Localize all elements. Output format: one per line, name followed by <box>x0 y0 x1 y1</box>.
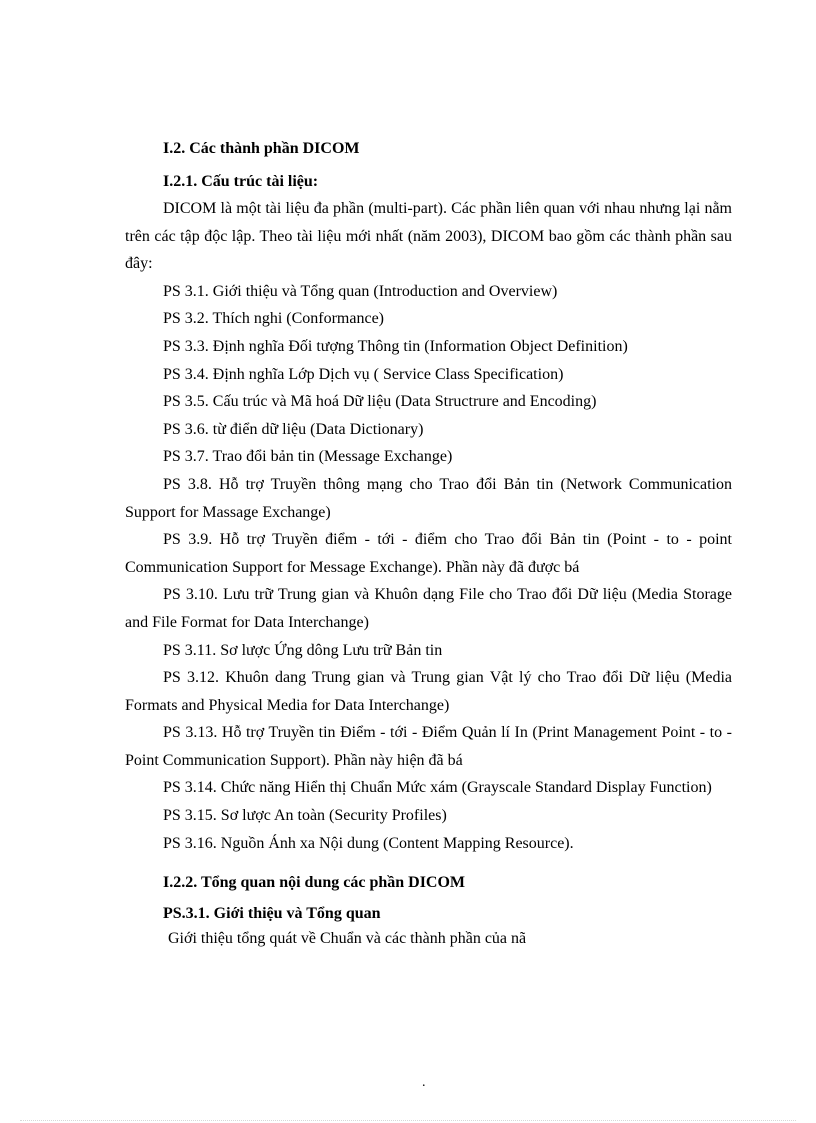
subsection-heading-overview: I.2.2. Tổng quan nội dung các phần DICOM <box>163 874 466 892</box>
footer-mark: . <box>422 1075 426 1090</box>
list-item: PS 3.9. Hỗ trợ Truyền điểm - tới - điểm cho Trao đổi Bản tin (Point - to - point Communication Support for Message Exchange). Phần này đã được bá <box>125 531 732 576</box>
list-item: PS 3.15. Sơ lược An toàn (Security Profiles) <box>163 807 447 825</box>
list-item: PS 3.14. Chức năng Hiển thị Chuẩn Mức xám (Grayscale Standard Display Function) <box>163 779 712 797</box>
intro-paragraph: DICOM là một tài liệu đa phần (multi-part). Các phần liên quan với nhau nhưng lại nằm trên các tập độc lập. Theo tài liệu mới nhất (năm 2003), DICOM bao gồm các thành phần sau đây: <box>125 200 732 273</box>
document-page <box>125 136 732 951</box>
part-description: Giới thiệu tổng quát về Chuẩn và các thành phần của nã <box>168 930 527 948</box>
subsection-heading-structure <box>163 169 732 195</box>
part-heading-text: PS.3.1. Giới thiệu và Tổng quan <box>163 905 381 923</box>
list-item: PS 3.3. Định nghĩa Đối tượng Thông tin (Information Object Definition) <box>163 337 628 355</box>
list-item: PS 3.16. Nguồn Ánh xa Nội dung (Content Mapping Resource). <box>163 834 574 852</box>
list-item: PS 3.11. Sơ lược Ứng dông Lưu trữ Bản tin <box>163 641 443 659</box>
page-bottom-divider <box>20 1120 796 1121</box>
list-item: PS 3.12. Khuôn dang Trung gian và Trung gian Vật lý cho Trao đổi Dữ liệu (Media Formats and Physical Media for Data Interchange) <box>125 669 732 714</box>
list-item: PS 3.10. Lưu trữ Trung gian và Khuôn dạng File cho Trao đổi Dữ liệu (Media Storage and File Format for Data Interchange) <box>125 586 732 631</box>
list-item: PS 3.5. Cấu trúc và Mã hoá Dữ liệu (Data Structrure and Encoding) <box>163 393 597 411</box>
list-item: PS 3.7. Trao đổi bản tin (Message Exchange) <box>163 448 453 466</box>
section-heading: I.2. Các thành phần DICOM <box>163 140 360 157</box>
list-item: PS 3.4. Định nghĩa Lớp Dịch vụ ( Service Class Specification) <box>163 365 564 383</box>
list-item: PS 3.1. Giới thiệu và Tổng quan (Introduction and Overview) <box>163 282 558 300</box>
subsection-heading-text: I.2.1. Cấu trúc tài liệu: <box>163 173 319 190</box>
list-item: PS 3.2. Thích nghi (Conformance) <box>163 310 385 328</box>
list-item: PS 3.8. Hỗ trợ Truyền thông mạng cho Trao đổi Bản tin (Network Communication Support for Massage Exchange) <box>125 475 732 521</box>
part-heading <box>163 901 732 927</box>
list-item: PS 3.13. Hỗ trợ Truyền tin Điểm - tới - Điểm Quản lí In (Print Management Point - to - Point Communication Support). Phần này hiện đã bá <box>125 724 732 769</box>
list-item: PS 3.6. từ điển dữ liệu (Data Dictionary) <box>163 420 424 438</box>
